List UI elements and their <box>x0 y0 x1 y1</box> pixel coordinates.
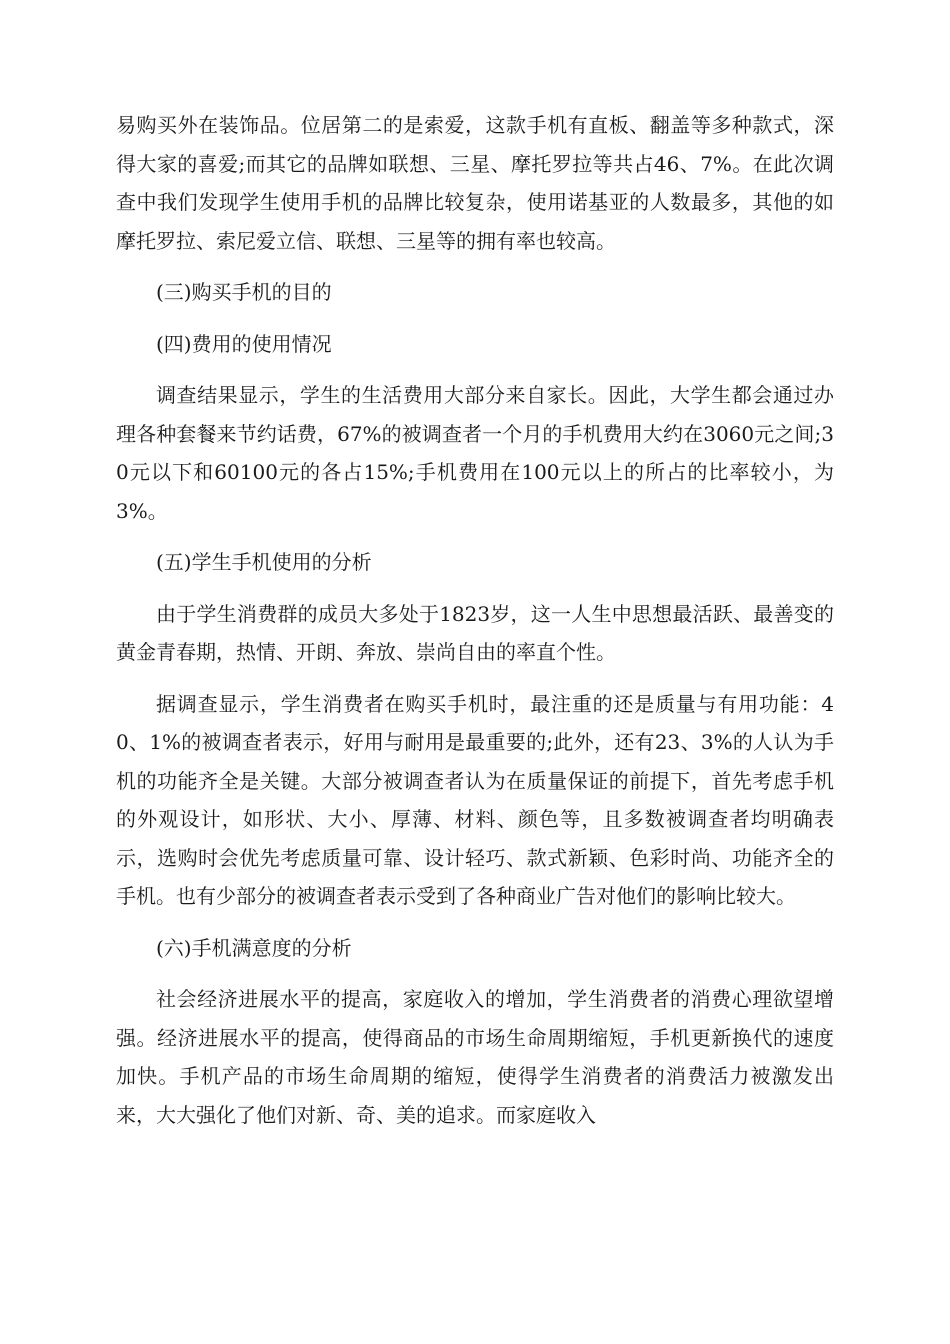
section-heading-purchase-purpose: (三)购买手机的目的 <box>156 280 332 304</box>
paragraph-brand-share: 易购买外在装饰品。位居第二的是索爱，这款手机有直板、翻盖等多种款式，深得大家的喜爱;而其它的品牌如联想、三星、摩托罗拉等共占46、7%。在此次调查中我们发现学生使用手机的品牌比较复杂，使用诺基亚的人数最多，其他的如摩托罗拉、索尼爱立信、联想、三星等的拥有率也较高。 <box>116 113 834 253</box>
document-page <box>116 106 834 1147</box>
paragraph-cost-usage: 调查结果显示，学生的生活费用大部分来自家长。因此，大学生都会通过办理各种套餐来节约话费，67%的被调查者一个月的手机费用大约在3060元之间;30元以下和60100元的各占15%;手机费用在100元以上的所占的比率较小，为3%。 <box>116 383 834 523</box>
section-heading-satisfaction: (六)手机满意度的分析 <box>156 935 352 960</box>
section-heading-usage-analysis: (五)学生手机使用的分析 <box>156 550 372 574</box>
paragraph-satisfaction: 社会经济进展水平的提高，家庭收入的增加，学生消费者的消费心理欲望增强。经济进展水平的提高，使得商品的市场生命周期缩短，手机更新换代的速度加快。手机产品的市场生命周期的缩短，使得学生消费者的消费活力被激发出来，大大强化了他们对新、奇、美的追求。而家庭收入 <box>116 987 834 1127</box>
paragraph-purchase-criteria: 据调查显示，学生消费者在购买手机时，最注重的还是质量与有用功能：40、1%的被调查者表示，好用与耐用是最重要的;此外，还有23、3%的人认为手机的功能齐全是关键。大部分被调查者认为在质量保证的前提下，首先考虑手机的外观设计，如形状、大小、厚薄、材料、颜色等，且多数被调查者均明确表示，选购时会优先考虑质量可靠、设计轻巧、款式新颖、色彩时尚、功能齐全的手机。也有少部分的被调查者表示受到了各种商业广告对他们的影响比较大。 <box>116 691 834 908</box>
paragraph-student-age: 由于学生消费群的成员大多处于1823岁，这一人生中思想最活跃、最善变的黄金青春期，热情、开朗、奔放、崇尚自由的率直个性。 <box>116 601 834 664</box>
section-heading-cost-usage: (四)费用的使用情况 <box>156 331 332 356</box>
